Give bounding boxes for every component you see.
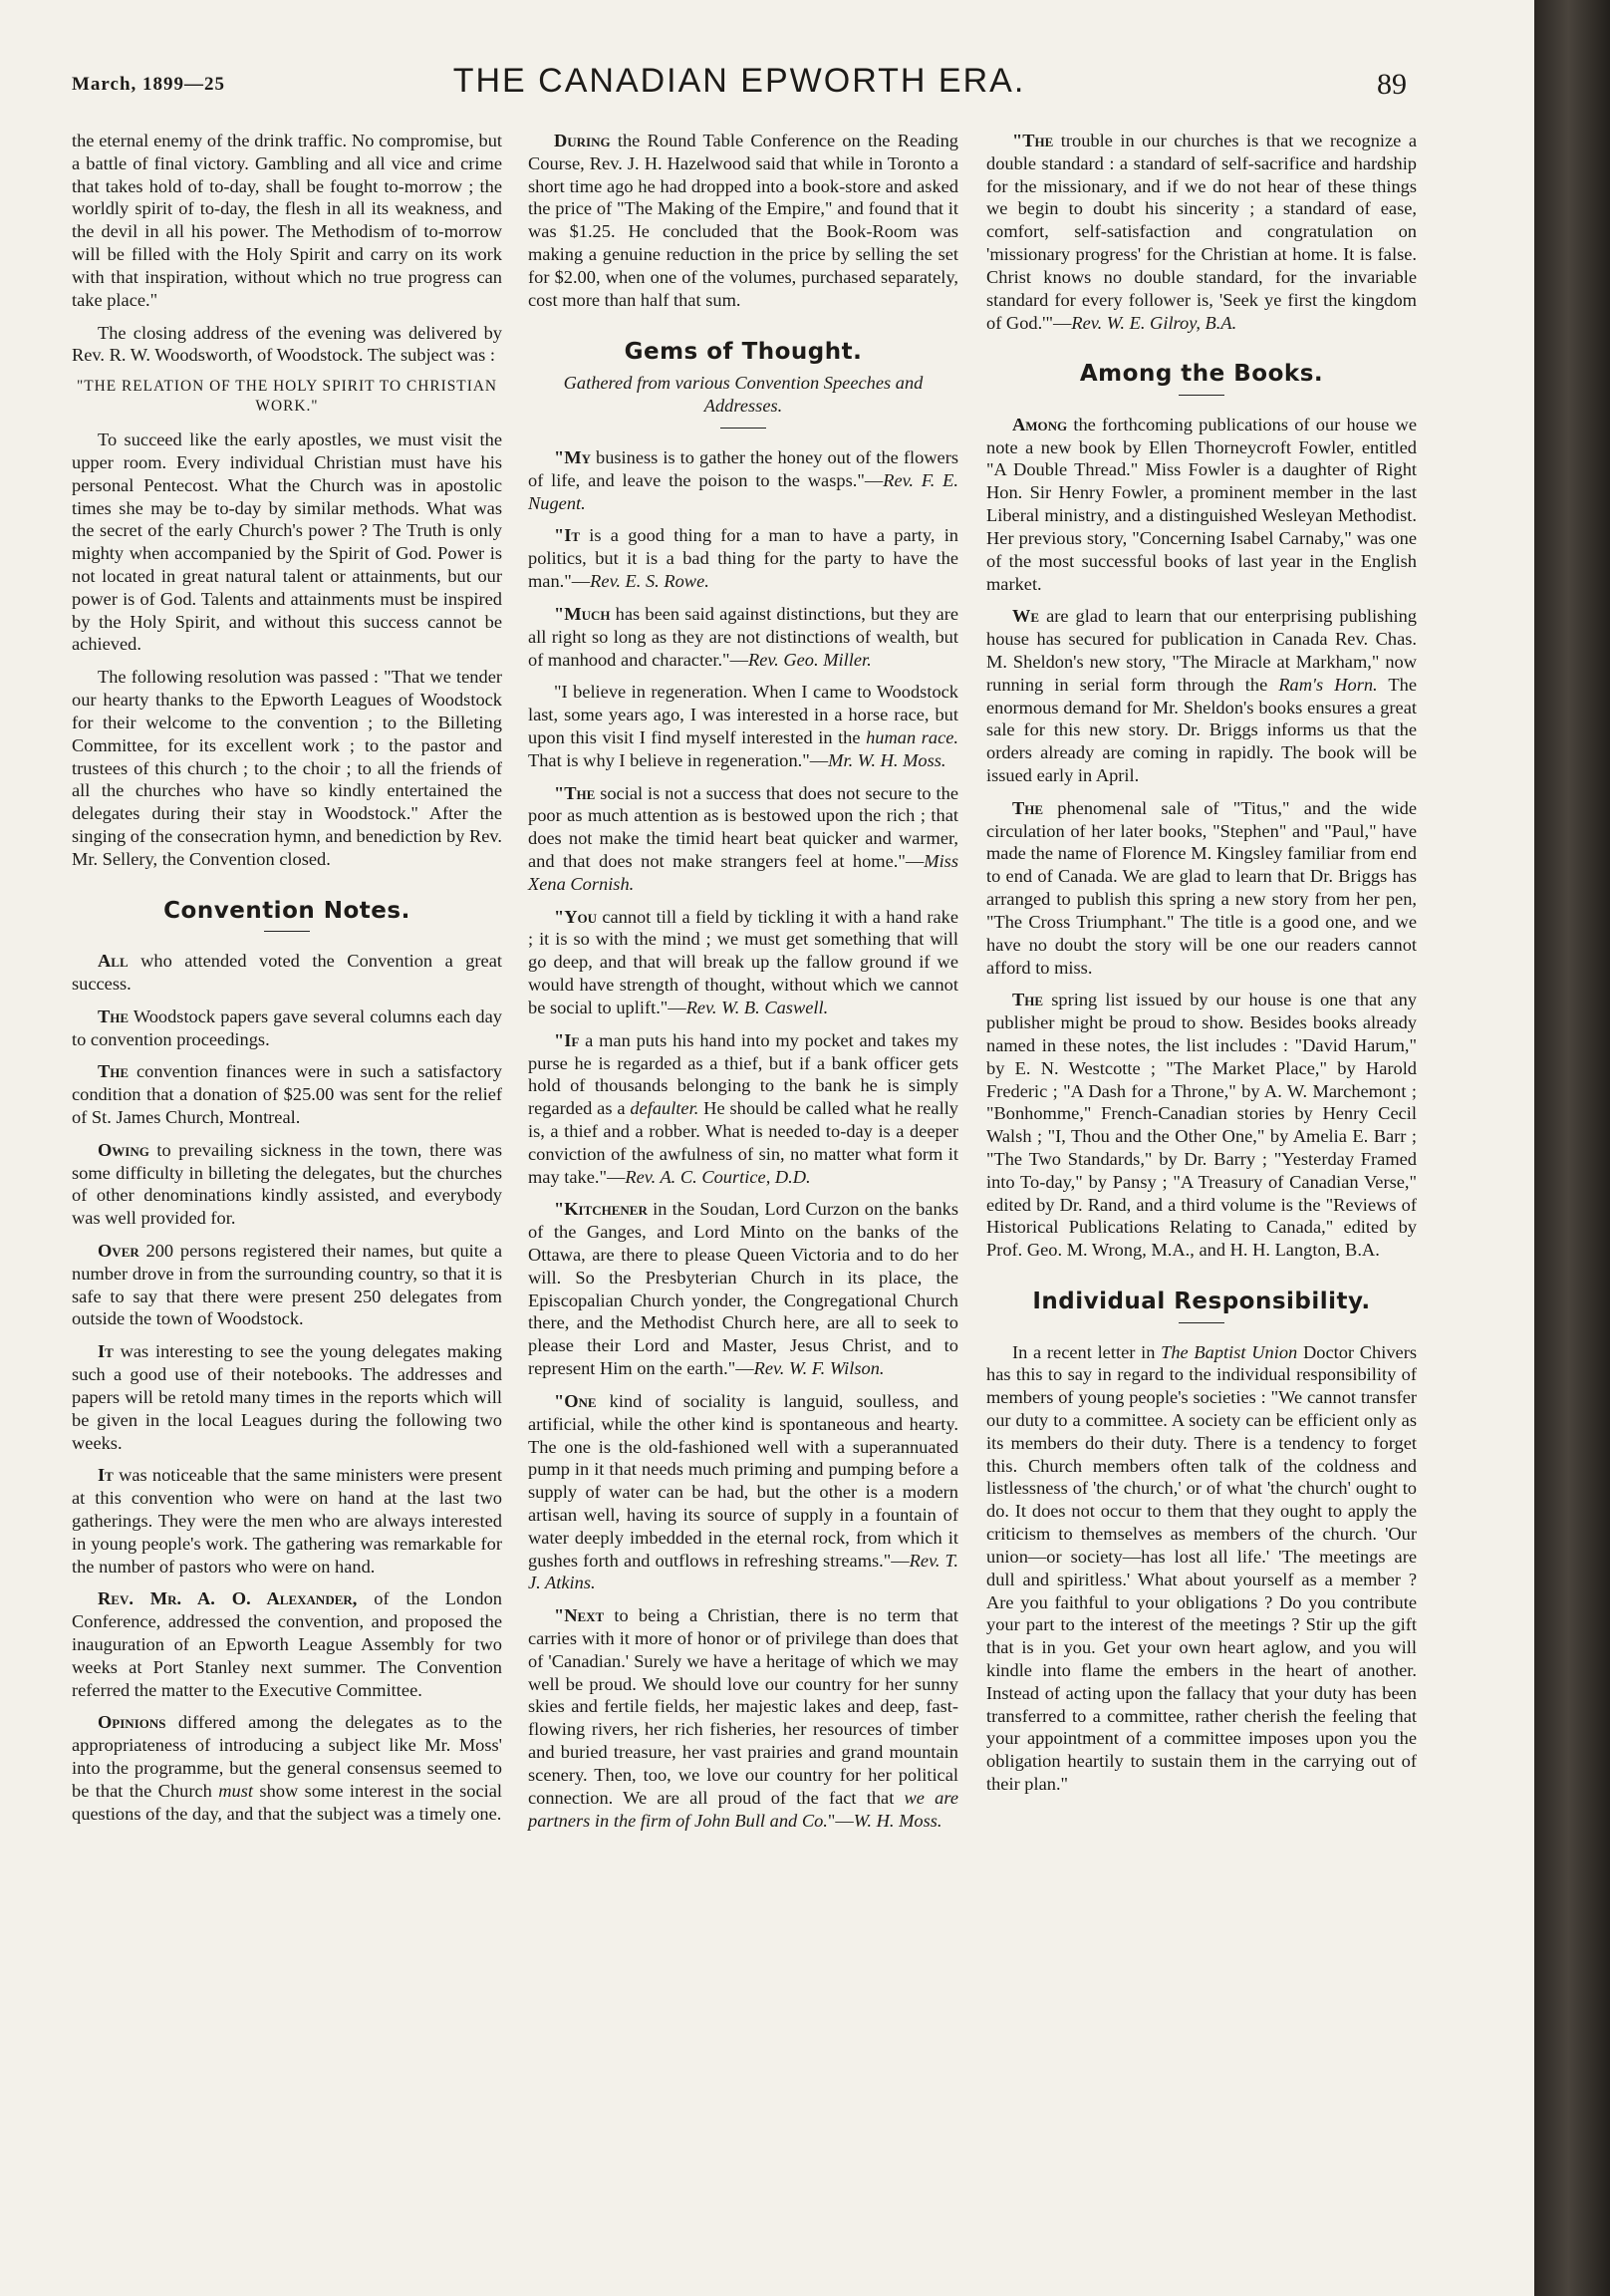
page-header [72,62,1407,122]
column-3 [986,130,1417,1806]
note-item [72,1005,502,1051]
lead-word: Over [98,1241,139,1262]
issue-date: March, 1899—25 [72,74,226,95]
quote-item [528,1390,958,1594]
lead-word: Owing [98,1139,149,1160]
address-subject: "THE RELATION OF THE HOLY SPIRIT TO CHRISTIAN WORK." [76,378,498,416]
paragraph [986,797,1417,980]
lead-word: It [98,1341,114,1362]
lead-word: "Next [554,1605,605,1626]
note-item [72,1464,502,1578]
quote-author: Miss Xena Cornish. [528,851,958,894]
emphasis: The Baptist Union [1161,1341,1298,1362]
paragraph-text: The enormous demand for Mr. Sheldon's books ensures a great sale for this new story. Dr. Briggs informs us that the orders already are coming in rapidly. The book will be issued early in April. [986,674,1418,786]
lead-word: We [1012,606,1040,627]
lead-word: It [98,1465,114,1486]
note-text: who attended voted the Convention a great success. [72,951,502,994]
lead-word: "You [554,906,597,927]
note-item [72,1139,502,1230]
quote-item [986,130,1417,334]
paragraph-text: spring list issued by our house is one that any publisher might be proud to show. Besides books already named in these notes, the list includes : "David Harum," by E. N. Westcotte ; "The Market Place," by Harold Frederic ; "A Dash for a Throne," by A. W. Marchemont ; "Bonhomme," French-Canadian stories by Henry Cecil Walsh ; "I, Thou and the Other One," by Amelia E. Barr ; "The Two Standards," by Dr. Barry ; "Yesterday Framed into To-day," by Pansy ; "A Treasury of Canadian Verse," edited by Dr. Rand, and a third volume is the "Reviews of Historical Publications Relating to Canada," edited by Prof. Geo. M. Wrong, M.A., and H. H. Langton, B.A. [986,990,1417,1261]
emphasis: defaulter. [630,1098,699,1119]
emphasis: we are partners in the firm of John Bull and Co. [528,1787,958,1831]
quote-text: cannot till a field by tickling it with a hand rake ; it is so with the mind ; we must get something that will go deep, and that will break up the fallow ground if we would have strength of thought, without which we cannot be social to uplift."— [528,906,958,1017]
note-text: Woodstock papers gave several columns each day to convention proceedings. [72,1005,502,1049]
quote-author: Rev. W. E. Gilroy, B.A. [1071,312,1237,333]
paragraph-text: are glad to learn that our enterprising publishing house has secured for publication in Canada Rev. Chas. M. Sheldon's new story, "The Miracle at Markham," now running in serial form through the [986,606,1417,695]
note-text: was interesting to see the young delegates making such a good use of their notebooks. The addresses and papers will be retold many times in the reports which will be given in the local Leagues during the following two weeks. [72,1341,502,1453]
quote-text: trouble in our churches is that we recognize a double standard : a standard of self-sacrifice and hardship for the missionary, and if we do not hear of these things we begin to doubt his sincerity ; a standard of ease, comfort, self-satisfaction and congratulation on 'missionary progress' for the Christian at home. It is false. Christ knows no double standard, for the invariable standard for every follower is, 'Seek ye first the kingdom of God.'"— [986,131,1417,333]
paragraph-text: phenomenal sale of "Titus," and the wide circulation of her later books, "Stephen" and "Paul," have made the name of Florence M. Kingsley familiar from end to end of Canada. We are glad to learn that Dr. Briggs has arranged to publish this spring a new story from her pen, "The Cross Triumphant." The title is a good one, and we have no doubt the story will be one our readers cannot afford to miss. [986,797,1417,978]
quote-item [528,906,958,1019]
lead-word: "One [554,1390,597,1411]
paragraph: the eternal enemy of the drink traffic. No compromise, but a battle of final victory. Gambling and all vice and crime that takes hold of to-day, shall be fought to-morrow ; the worldly spirit of to-day, the flesh in all its weakness, and the devil in all his power. The Methodism of to-morrow will be filled with the Holy Spirit and carry on its work with that inspiration, without which no true progress can take place." [72,131,502,310]
lead-word: Opinions [98,1712,166,1733]
note-text: was noticeable that the same ministers were present at this convention who were on hand at the last two gatherings. They were the men who are always interested in young people's work. The gathering was remarkable for the number of pastors who were on hand. [72,1465,502,1577]
note-item [72,1711,502,1825]
lead-word: "My [554,447,591,468]
heading-rule [720,428,766,429]
heading-rule [1179,1322,1224,1323]
quote-item [528,681,958,771]
note-text: differed among the delegates as to the appropriateness of introducing a subject like Mr. Moss' into the programme, but the general consensus seemed to be that the Church [72,1712,502,1801]
quote-item [528,524,958,592]
book-binding-edge [1534,0,1610,2296]
note-text: 200 persons registered their names, but quite a number drove in from the surrounding country, so that it is safe to say that there were present 250 delegates from outside the town of Woodstock. [72,1241,502,1329]
emphasis: Ram's Horn. [1278,674,1378,695]
note-item [72,1240,502,1330]
column-2 [528,130,958,1842]
column-1 [72,130,502,1836]
quote-item [528,782,958,896]
quote-text: business is to gather the honey out of the flowers of life, and leave the poison to the wasps."— [528,447,958,490]
quote-author: Rev. A. C. Courtice, D.D. [625,1166,811,1187]
quote-item [528,446,958,514]
note-item [72,1340,502,1454]
paragraph [986,414,1417,596]
quote-text: to being a Christian, there is no term that carries with it more of honor or of privilege than does that of 'Canadian.' Surely we have a heritage of which we may well be proud. We should love our country for her sunny skies and fertile fields, her majestic lakes and deep, fast-flowing rivers, her rich fisheries, her resources of timber and buried treasure, her vast prairies and grand mountain scenery. Then, too, we love our country for her political connection. We are all proud of the fact that [528,1605,958,1808]
section-heading-gems-of-thought: Gems of Thought. [624,338,863,365]
quote-text: "I believe in regeneration. When I came to Woodstock last, some years ago, I was interested in a horse race, but upon this visit I find myself interested in the [528,682,958,747]
quote-text: That is why I believe in regeneration."— [528,749,829,770]
lead-word: "The [554,782,596,803]
masthead-title: THE CANADIAN EPWORTH ERA. [452,62,1026,100]
paragraph: The closing address of the evening was delivered by Rev. R. W. Woodsworth, of Woodstock. The subject was : [72,322,502,366]
lead-word: Among [1012,414,1068,434]
quote-item [528,1604,958,1832]
quote-text: has been said against distinctions, but they are all right so long as they are not distinctions of wealth, but of manhood and character."— [528,603,958,670]
lead-word: The [1012,990,1044,1010]
page-number: 89 [1377,68,1407,101]
lead-word: During [554,131,611,150]
paragraph-text: In a recent letter in [1012,1341,1162,1362]
quote-author: W. H. Moss. [853,1810,942,1831]
paragraph-text: the Round Table Conference on the Reading Course, Rev. J. H. Hazelwood said that while in Toronto a short time ago he had dropped into a book-store and asked the price of "The Making of the Empire," and found that it was $1.25. He concluded that the Book-Room was making a genuine reduction in the price by selling the set for $2.00, when one of the volumes, purchased separately, cost more than half that sum. [528,131,958,310]
section-subheading: Gathered from various Convention Speeches and Addresses. [563,373,924,417]
paragraph [986,1341,1417,1796]
lead-word: "Much [554,603,611,624]
quote-item [528,603,958,671]
quote-text: is a good thing for a man to have a party, in politics, but it is a bad thing for the party to have the man."— [528,525,958,592]
lead-word: The [98,1005,130,1026]
section-heading-among-the-books: Among the Books. [1079,361,1324,388]
paragraph [986,989,1417,1262]
quote-author: Mr. W. H. Moss. [828,749,946,770]
quote-text: "— [827,1810,854,1831]
emphasis: human race. [866,726,959,747]
quote-author: Rev. F. E. Nugent. [528,469,958,513]
lead-word: The [98,1061,130,1082]
paragraph-text: the forthcoming publications of our house we note a new book by Ellen Thorneycroft Fowler, entitled "A Double Thread." Miss Fowler is a daughter of Right Hon. Sir Henry Fowler, a prominent member in the last Liberal ministry, and a distinguished Wesleyan Methodist. Her previous story, "Concerning Isabel Carnaby," was one of the most successful books of last year in the English market. [986,414,1417,594]
lead-word: "Kitchener [554,1199,648,1220]
paragraph: To succeed like the early apostles, we must visit the upper room. Every individual Christian must have his personal Pentecost. What the Church was in apostolic times she may be to-day by similar methods. What was the secret of the early Church's power ? The Truth is only mighty when accompanied by the Spirit of God. Power is not located in great natural talent or attainments, but our power is of God. Talents and attainments must be inspired by the Holy Spirit, and without this success cannot be achieved. [72,430,502,655]
section-heading-individual-responsibility: Individual Responsibility. [1032,1289,1371,1315]
quote-text: kind of sociality is languid, soulless, and artificial, while the other kind is spontaneous and hearty. The one is the old-fashioned well with a superannuated pump in it that needs much priming and pumping before a supply of water can be had, but the other is a modern artisan well, having its source of supply in a fountain of water deeply imbedded in the eternal rock, from which it gushes forth and outflows in refreshing streams."— [528,1390,958,1571]
quote-text: a man puts his hand into my pocket and takes my purse he is regarded as a thief, but if a bank officer gets hold of thousands belonging to the bank he is simply regarded as a [528,1029,958,1119]
quote-item [528,1198,958,1380]
note-item [72,1587,502,1701]
paragraph-text: Doctor Chivers has this to say in regard to the individual responsibility of members of young people's societies : "We cannot transfer our duty to a committee. A society can be efficient only as its members do their duty. There is a tendency to forget this. Church members often talk of the coldness and listlessness of 'the church,' or of what 'the church' ought to do. It does not occur to them that they ought to apply the criticism to themselves as members of the church. 'Our union—or society—has lost all life.' 'The meetings are dull and spiritless.' What about yourself as a member ? Are you faithful to your obligations ? Do you contribute your part to the interest of the meetings ? Stir up the gift that is in you. Get your own heart aglow, and you will kindle into flame the embers in the heart of another. Instead of acting upon the fallacy that your duty has been transferred to a committee, rather cherish the feeling that your appointment of a committee imposes upon you the obligation heartily to sustain them in the carrying out of their plan." [986,1341,1417,1795]
lead-word: Rev. Mr. A. O. Alexander, [98,1588,358,1609]
quote-text: in the Soudan, Lord Curzon on the banks of the Ganges, and Lord Minto on the banks of the Ottawa, are there to please Queen Victoria and to do her will. So the Presbyterian Church in its place, the Episcopalian Church yonder, the Congregational Church there, and the Methodist Church here, are all to seek to please their Lord and Master, Jesus Christ, and to represent Him on the earth."— [528,1199,958,1379]
lead-word: "If [554,1029,580,1050]
paragraph [986,605,1417,787]
note-item [72,950,502,996]
quote-text: social is not a success that does not secure to the poor as much attention as is bestowed upon the rich ; that does not make the timid heart beat quicker and warmer, and that does not make strangers feel at home."— [528,782,958,872]
note-item [72,1060,502,1128]
note-text: to prevailing sickness in the town, there was some difficulty in billeting the delegates, but the churches of other denominations kindly assisted, and everybody was well provided for. [72,1139,502,1229]
paragraph [528,130,958,312]
heading-rule [1179,395,1224,396]
note-text: of the London Conference, addressed the convention, and proposed the inauguration of an Epworth League Assembly for two weeks at Port Stanley next summer. The Convention referred the matter to the Executive Committee. [72,1588,502,1700]
quote-author: Rev. Geo. Miller. [747,649,872,670]
paragraph: The following resolution was passed : "That we tender our hearty thanks to the Epworth Leagues of Woodstock for their welcome to the convention ; to the Billeting Committee, for its excellent work ; to the pastor and trustees of this church ; to the choir ; to all the friends of all the churches who have so kindly entertained the delegates during their stay in Woodstock." After the singing of the consecration hymn, and benediction by Rev. Mr. Sellery, the Convention closed. [72,667,502,869]
quote-author: Rev. E. S. Rowe. [590,571,709,592]
note-text: show some interest in the social questions of the day, and that the subject was a timely one. [72,1780,502,1824]
lead-word: The [1012,797,1044,818]
lead-word: "The [1012,131,1054,150]
section-heading-convention-notes: Convention Notes. [163,897,410,924]
lead-word: "It [554,525,581,546]
emphasis: must [218,1780,253,1801]
quote-author: Rev. T. J. Atkins. [528,1550,958,1593]
lead-word: All [98,951,129,972]
quote-author: Rev. W. B. Caswell. [685,997,829,1017]
quote-author: Rev. W. F. Wilson. [753,1358,885,1379]
quote-text: He should be called what he really is, a thief and a robber. What is needed to-day is a deeper conviction of the awfulness of sin, no matter what form it may take."— [528,1098,958,1187]
note-text: convention finances were in such a satisfactory condition that a donation of $25.00 was sent for the relief of St. James Church, Montreal. [72,1061,502,1127]
quote-item [528,1029,958,1189]
heading-rule [264,931,310,932]
